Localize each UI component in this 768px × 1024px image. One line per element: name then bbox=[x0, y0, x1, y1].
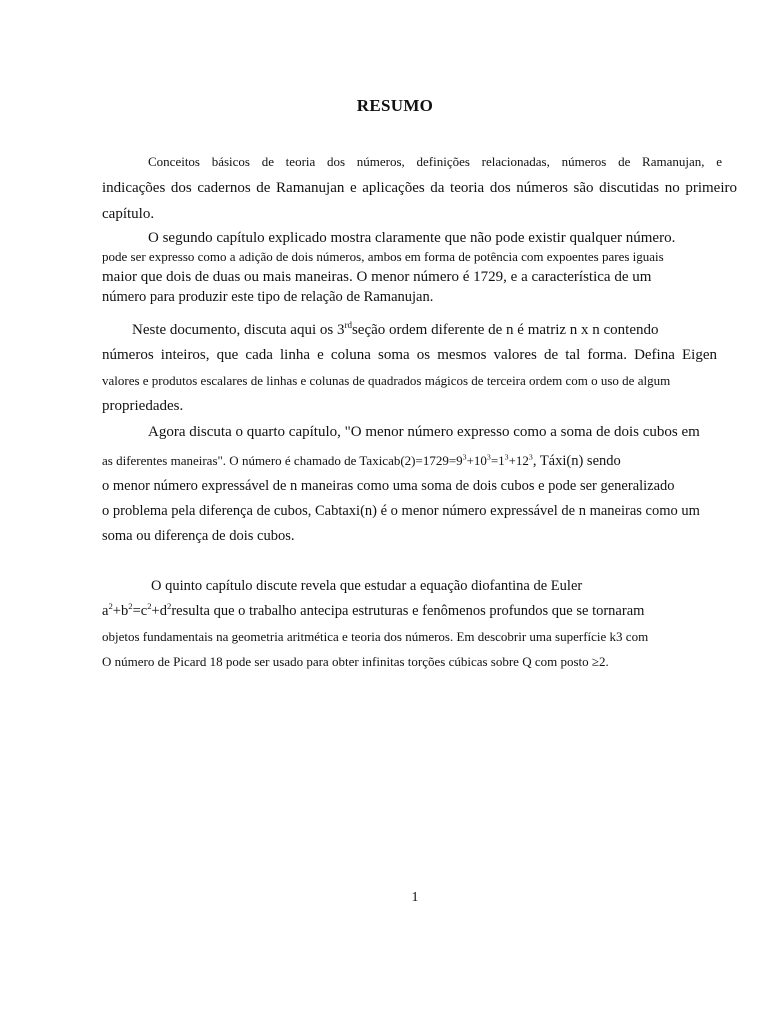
text-segment: =1 bbox=[490, 453, 505, 468]
text-segment: a bbox=[102, 603, 109, 619]
text-line: valores e produtos escalares de linhas e colunas de quadrados mágicos de terceira ordem com o uso de algum bbox=[102, 373, 671, 388]
text-line: número para produzir este tipo de relação de Ramanujan. bbox=[102, 289, 434, 305]
text-line: O segundo capítulo explicado mostra claramente que não pode existir qualquer número. bbox=[148, 230, 676, 246]
text-line bbox=[132, 320, 659, 338]
text-line bbox=[102, 601, 645, 619]
text-line: o menor número expressável de n maneiras como uma soma de dois cubos e pode ser generalizado bbox=[102, 478, 675, 494]
superscript: 3 bbox=[486, 452, 491, 462]
text-line: soma ou diferença de dois cubos. bbox=[102, 528, 295, 544]
text-line: indicações dos cadernos de Ramanujan e aplicações da teoria dos números são discutidas no primeiro bbox=[102, 180, 737, 196]
text-segment: resulta que o trabalho antecipa estruturas e fenômenos profundos que se tornaram bbox=[171, 603, 645, 619]
text-segment: Neste documento, discuta aqui os 3 bbox=[132, 322, 345, 338]
text-line: objetos fundamentais na geometria aritmética e teoria dos números. Em descobrir uma superfície k3 com bbox=[102, 629, 649, 644]
text-line: O número de Picard 18 pode ser usado para obter infinitas torções cúbicas sobre Q com posto ≥2. bbox=[102, 654, 609, 669]
text-line: pode ser expresso como a adição de dois números, ambos em forma de potência com expoentes pares iguais bbox=[102, 249, 664, 264]
text-line: propriedades. bbox=[102, 398, 184, 414]
superscript: rd bbox=[344, 320, 352, 330]
text-segment: +12 bbox=[508, 453, 529, 468]
page-number: 1 bbox=[411, 890, 419, 905]
text-line: o problema pela diferença de cubos, Cabtaxi(n) é o menor número expressável de n maneiras como um bbox=[102, 503, 700, 519]
text-line: maior que dois de duas ou mais maneiras. O menor número é 1729, e a característica de um bbox=[102, 269, 652, 285]
superscript: 2 bbox=[128, 601, 133, 612]
text-line: O quinto capítulo discute revela que estudar a equação diofantina de Euler bbox=[151, 578, 583, 594]
superscript: 3 bbox=[504, 452, 509, 462]
text-line: capítulo. bbox=[102, 206, 155, 222]
superscript: 3 bbox=[462, 452, 467, 462]
text-segment: =c bbox=[132, 603, 148, 619]
superscript: 3 bbox=[528, 452, 533, 462]
page-title: RESUMO bbox=[356, 96, 434, 115]
text-line: números inteiros, que cada linha e coluna soma os mesmos valores de tal forma. Defina Eigen bbox=[102, 347, 717, 363]
text-segment: seção ordem diferente de n é matriz n x n contendo bbox=[351, 322, 659, 338]
text-line bbox=[102, 454, 621, 469]
text-line: Conceitos básicos de teoria dos números, definições relacionadas, números de Ramanujan, e bbox=[148, 154, 722, 169]
text-segment: +10 bbox=[466, 453, 487, 468]
superscript: 2 bbox=[147, 601, 152, 612]
superscript: 2 bbox=[166, 601, 172, 612]
text-line: Agora discuta o quarto capítulo, "O menor número expresso como a soma de dois cubos em bbox=[148, 424, 700, 440]
text-segment: , Táxi(n) sendo bbox=[532, 453, 621, 469]
text-segment: as diferentes maneiras". O número é chamado de Taxicab(2)=1729=9 bbox=[102, 453, 463, 468]
text-segment: +d bbox=[151, 603, 167, 619]
text-segment: +b bbox=[112, 603, 129, 619]
superscript: 2 bbox=[108, 601, 113, 612]
